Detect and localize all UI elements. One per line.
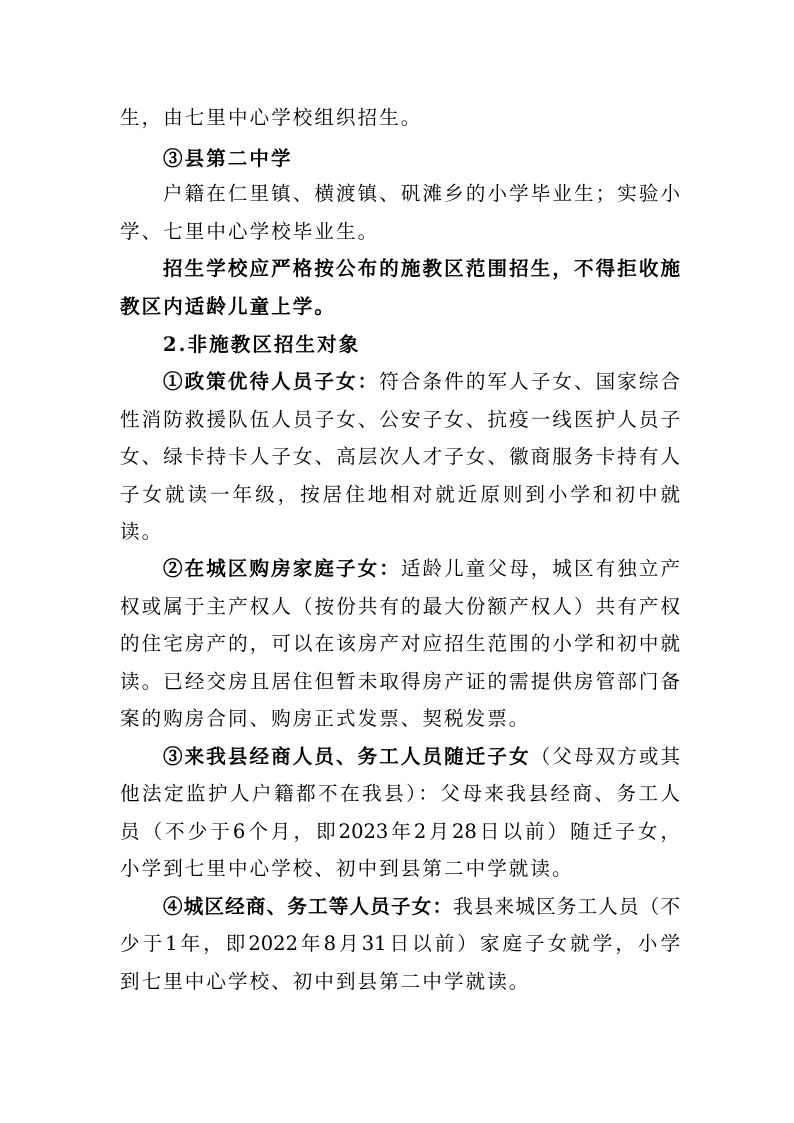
paragraph-line (120, 969, 680, 995)
paragraph-line (163, 744, 680, 770)
paragraph-line (120, 105, 680, 131)
paragraph-line (120, 669, 680, 695)
heading-text: 2.非施教区招生对象 (163, 333, 361, 356)
paragraph-line (120, 444, 680, 470)
paragraph-line (163, 369, 680, 395)
line-text: 他法定监护人户籍都不在我县）：父母来我县经商、务工人 (120, 782, 680, 805)
section-heading (163, 332, 680, 358)
heading-text: ③县第二中学 (163, 147, 293, 170)
paragraph-line (120, 594, 680, 620)
item-lead: ①政策优待人员子女： (163, 370, 380, 393)
paragraph-line (163, 894, 680, 920)
line-text: 招生学校应严格按公布的施教区范围招生，不得拒收施 (163, 257, 680, 280)
bold-paragraph-line (163, 256, 680, 282)
line-text: 适龄儿童父母，城区有独立产 (400, 557, 680, 580)
paragraph-line (120, 219, 680, 245)
line-text: 子女就读一年级，按居住地相对就近原则到小学和初中就 (120, 483, 680, 506)
line-text: 生，由七里中心学校组织招生。 (120, 106, 423, 129)
line-text: 户籍在仁里镇、横渡镇、矾滩乡的小学毕业生；实验小 (163, 182, 680, 205)
paragraph-line (120, 706, 680, 732)
line-text: 小学到七里中心学校、初中到县第二中学就读。 (120, 857, 574, 880)
line-text: 员（不少于6个月，即2023年2月28日以前）随迁子女， (120, 820, 680, 843)
item-lead: ③来我县经商人员、务工人员随迁子女 (163, 745, 531, 768)
paragraph-line (120, 519, 680, 545)
paragraph-line (120, 631, 680, 657)
line-text: 女、绿卡持卡人子女、高层次人才子女、徽商服务卡持有人 (120, 445, 680, 468)
item-lead: ②在城区购房家庭子女： (163, 557, 401, 580)
paragraph-line (120, 931, 680, 957)
line-text: 符合条件的军人子女、国家综合 (379, 370, 680, 393)
bold-paragraph-line (120, 294, 680, 320)
paragraph-line (163, 181, 680, 207)
line-text: 读。已经交房且居住但暂未取得房产证的需提供房管部门备 (120, 670, 680, 693)
paragraph-line (120, 407, 680, 433)
paragraph-line (120, 781, 680, 807)
line-text: 到七里中心学校、初中到县第二中学就读。 (120, 970, 531, 993)
paragraph-line (120, 482, 680, 508)
line-text: 学、七里中心学校毕业生。 (120, 220, 380, 243)
item-lead: ④城区经商、务工等人员子女： (163, 895, 454, 918)
line-text: 性消防救援队伍人员子女、公安子女、抗疫一线医护人员子 (120, 408, 680, 431)
line-text: 权或属于主产权人（按份共有的最大份额产权人）共有产权 (120, 595, 680, 618)
line-text: 少于1年，即2022年8月31日以前）家庭子女就学，小学 (120, 932, 680, 955)
section-heading (163, 146, 680, 172)
line-text: 案的购房合同、购房正式发票、契税发票。 (120, 707, 531, 730)
line-text: 读。 (120, 520, 164, 543)
line-text: 教区内适龄儿童上学。 (120, 295, 337, 318)
line-text: （父母双方或其 (530, 745, 680, 768)
paragraph-line (120, 819, 680, 845)
paragraph-line (120, 856, 680, 882)
line-text: 我县来城区务工人员（不 (453, 895, 680, 918)
line-text: 的住宅房产的，可以在该房产对应招生范围的小学和初中就 (120, 632, 680, 655)
paragraph-line (163, 556, 680, 582)
